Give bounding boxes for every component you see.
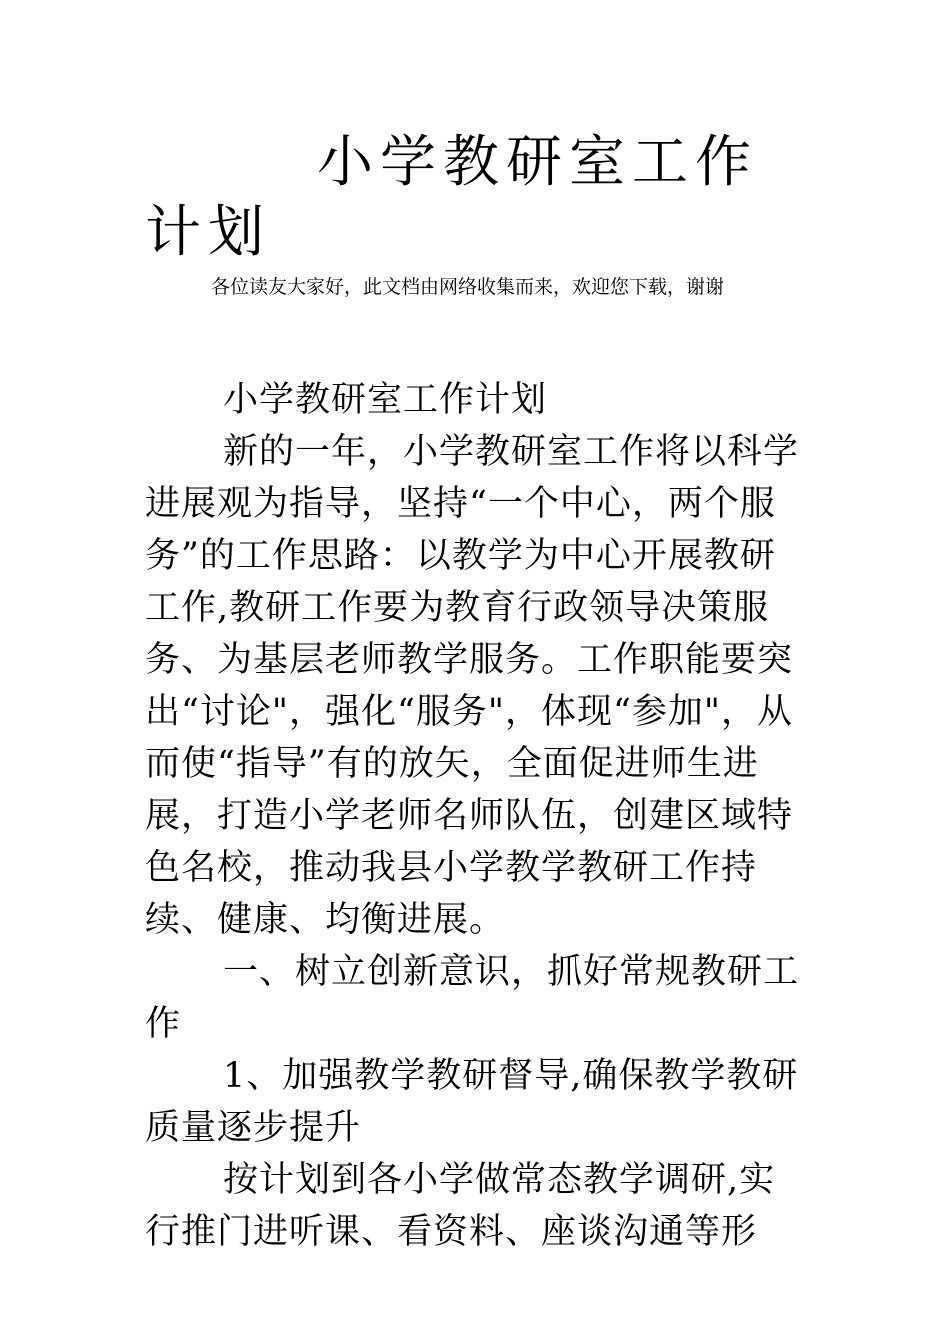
document-title: 小学教研室工作计划 xyxy=(145,130,758,265)
body-paragraph-research: 按计划到各小学做常态教学调研,实行推门进听课、看资料、座谈沟通等形 xyxy=(145,1160,776,1252)
document-body xyxy=(145,374,810,1258)
section-heading-1: 一、树立创新意识，抓好常规教研工作 xyxy=(145,952,800,1044)
body-paragraph-intro: 新的一年，小学教研室工作将以科学进展观为指导，坚持“一个中心，两个服务”的工作思路：以教学为中心开展教研工作,教研工作要为教育行政领导决策服务、为基层老师教学服务。工作职能要突出“讨论"，强化“服务"，体现“参加"，从而使“指导”有的放矢，全面促进师生进展，打造小学老师名师队伍，创建区域特色名校，推动我县小学教学教研工作持续、健康、均衡进展。 xyxy=(145,432,800,940)
download-notice: 各位读友大家好，此文档由网络收集而来，欢迎您下载，谢谢 xyxy=(211,276,725,298)
body-heading: 小学教研室工作计划 xyxy=(223,380,548,420)
subsection-heading-1-1: 1、加强教学教研督导,确保教学教研质量逐步提升 xyxy=(145,1056,799,1148)
